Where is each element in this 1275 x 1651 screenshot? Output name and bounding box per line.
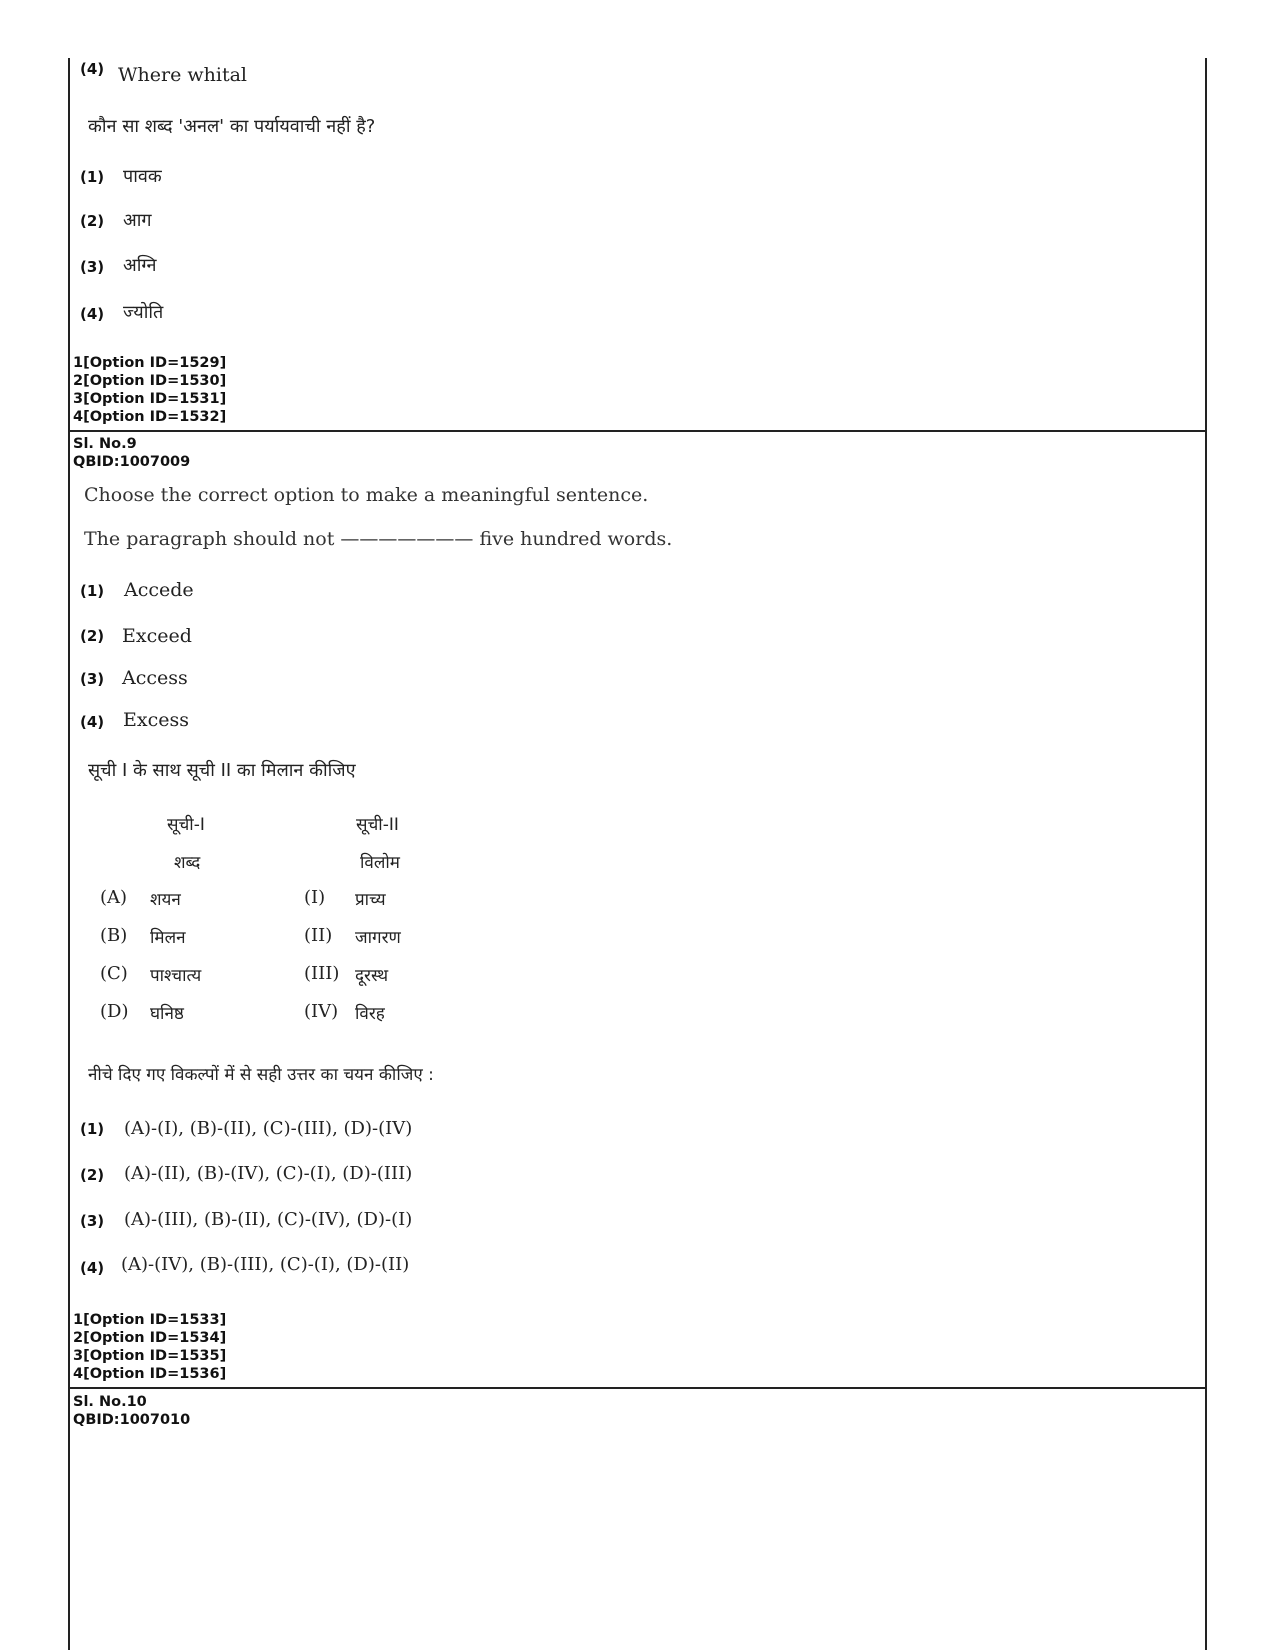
question-stem: Choose the correct option to make a meaningful sentence. [84, 484, 649, 506]
match-row-label: (D) [100, 1001, 129, 1022]
row-divider [68, 1387, 1207, 1389]
choose-answer-stem: नीचे दिए गए विकल्पों में से सही उत्तर का चयन कीजिए : [88, 1065, 434, 1085]
option-number: (1) [80, 168, 105, 186]
match-row-word: पाश्चात्य [150, 966, 202, 986]
option-text: अग्नि [123, 255, 157, 276]
question-stem: कौन सा शब्द 'अनल' का पर्यायवाची नहीं है? [88, 116, 376, 137]
match-row-label: (I) [304, 887, 326, 908]
option-number: (4) [80, 1259, 105, 1277]
question-meta [73, 1393, 190, 1429]
option-id: 1[Option ID=1533] [73, 1312, 227, 1328]
qbid: QBID:1007010 [73, 1412, 191, 1428]
match-row-label: (C) [100, 963, 128, 984]
option-number: (3) [80, 258, 105, 276]
option-number: (4) [80, 305, 105, 323]
list1-subheading: शब्द [174, 853, 201, 873]
option-text: आग [123, 210, 152, 231]
match-row-antonym: दूरस्थ [355, 966, 389, 986]
option-number: (3) [80, 1212, 105, 1230]
option-text: (A)-(III), (B)-(II), (C)-(IV), (D)-(I) [124, 1209, 413, 1230]
match-row-antonym: प्राच्य [355, 890, 386, 910]
option-id-list [73, 1311, 226, 1383]
question-table-frame [68, 58, 1207, 1650]
option-id: 2[Option ID=1530] [73, 373, 227, 389]
serial-number: Sl. No.9 [73, 436, 137, 452]
match-row-label: (IV) [304, 1001, 339, 1022]
option-id: 3[Option ID=1531] [73, 391, 227, 407]
option-number: (2) [80, 1166, 105, 1184]
option-number: (4) [80, 60, 105, 78]
list2-heading: सूची-II [356, 815, 399, 835]
option-number: (3) [80, 670, 105, 688]
option-text: पावक [123, 166, 162, 187]
option-text: Where whital [118, 64, 247, 86]
match-row-label: (III) [304, 963, 340, 984]
list2-subheading: विलोम [360, 853, 400, 873]
option-id-list [73, 354, 226, 426]
match-row-antonym: विरह [355, 1004, 385, 1024]
match-question-stem: सूची I के साथ सूची II का मिलान कीजिए [88, 760, 356, 781]
match-row-word: घनिष्ठ [150, 1004, 184, 1024]
option-number: (1) [80, 1120, 105, 1138]
option-id: 4[Option ID=1532] [73, 409, 227, 425]
option-number: (2) [80, 212, 105, 230]
option-number: (1) [80, 582, 105, 600]
option-text: (A)-(II), (B)-(IV), (C)-(I), (D)-(III) [124, 1163, 413, 1184]
option-text: (A)-(I), (B)-(II), (C)-(III), (D)-(IV) [124, 1118, 413, 1139]
match-row-antonym: जागरण [355, 928, 401, 948]
question-sentence: The paragraph should not ——————— five hundred words. [84, 528, 673, 550]
match-row-label: (A) [100, 887, 128, 908]
option-text: ज्योति [123, 302, 164, 323]
option-text: Exceed [122, 625, 192, 647]
option-text: Excess [123, 709, 189, 731]
option-text: Access [122, 667, 188, 689]
question-meta [73, 435, 190, 471]
qbid: QBID:1007009 [73, 454, 191, 470]
match-row-word: शयन [150, 890, 181, 910]
match-row-label: (B) [100, 925, 128, 946]
option-text: Accede [124, 579, 194, 601]
match-row-label: (II) [304, 925, 333, 946]
option-id: 1[Option ID=1529] [73, 355, 227, 371]
option-id: 3[Option ID=1535] [73, 1348, 227, 1364]
list1-heading: सूची-I [167, 815, 205, 835]
option-number: (2) [80, 627, 105, 645]
option-text: (A)-(IV), (B)-(III), (C)-(I), (D)-(II) [121, 1254, 410, 1275]
option-id: 2[Option ID=1534] [73, 1330, 227, 1346]
row-divider [68, 430, 1207, 432]
option-id: 4[Option ID=1536] [73, 1366, 227, 1382]
option-number: (4) [80, 713, 105, 731]
serial-number: Sl. No.10 [73, 1394, 147, 1410]
match-row-word: मिलन [150, 928, 186, 948]
